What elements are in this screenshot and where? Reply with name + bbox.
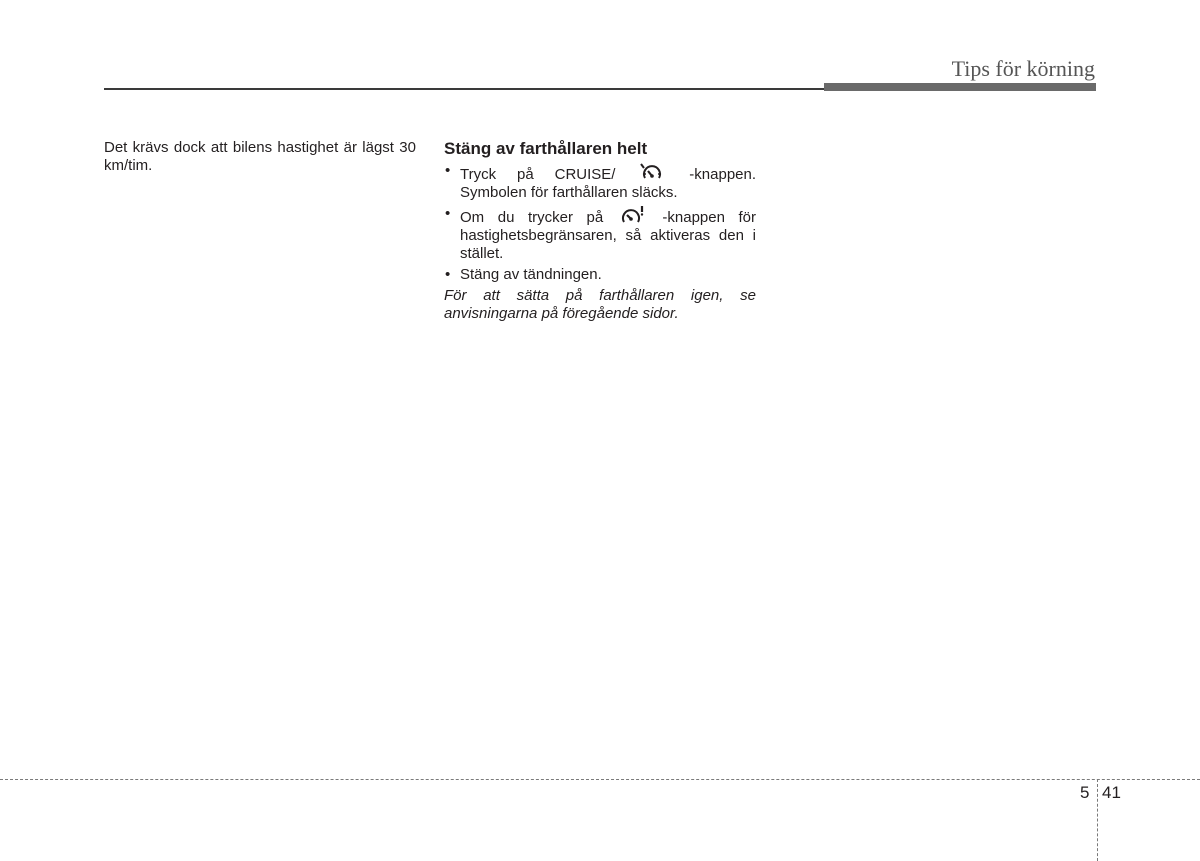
page-number: 41 (1102, 783, 1121, 802)
cruise-control-icon (640, 162, 664, 184)
bullet-marker: • (445, 162, 451, 179)
reactivation-note: För att sätta på farthållaren igen, se anvisningarna på föregående sidor. (444, 287, 756, 322)
list-item-text: -knappen. (689, 166, 757, 183)
chapter-number: 5 (1080, 783, 1090, 802)
list-item-text: Stäng av tändningen. (460, 266, 602, 283)
right-column (444, 138, 756, 338)
instruction-list (444, 162, 756, 284)
speed-requirement-paragraph: Det krävs dock att bilens hastighet är lägst 30 km/tim. (104, 139, 416, 174)
speed-limiter-icon (621, 205, 645, 227)
list-item-text: Om du trycker på (460, 209, 604, 226)
footer-divider (1097, 779, 1098, 861)
footer-rule (0, 779, 1200, 780)
section-heading: Stäng av farthållaren helt (444, 139, 648, 158)
list-item-text: -knappen för (662, 209, 757, 226)
left-column (104, 139, 416, 175)
bullet-marker: • (445, 205, 451, 222)
header-rule (104, 88, 824, 90)
list-item (444, 266, 756, 284)
bullet-marker: • (445, 266, 451, 283)
list-item-text: hastighetsbegränsaren, så aktiveras den i stället. (460, 227, 756, 262)
list-item (444, 162, 756, 202)
list-item (444, 205, 756, 263)
list-item-text: Symbolen för farthållaren släcks. (460, 184, 678, 201)
list-item-text: Tryck på CRUISE/ (460, 166, 616, 183)
section-title: Tips för körning (951, 56, 1095, 81)
header-accent-bar (824, 83, 1096, 91)
